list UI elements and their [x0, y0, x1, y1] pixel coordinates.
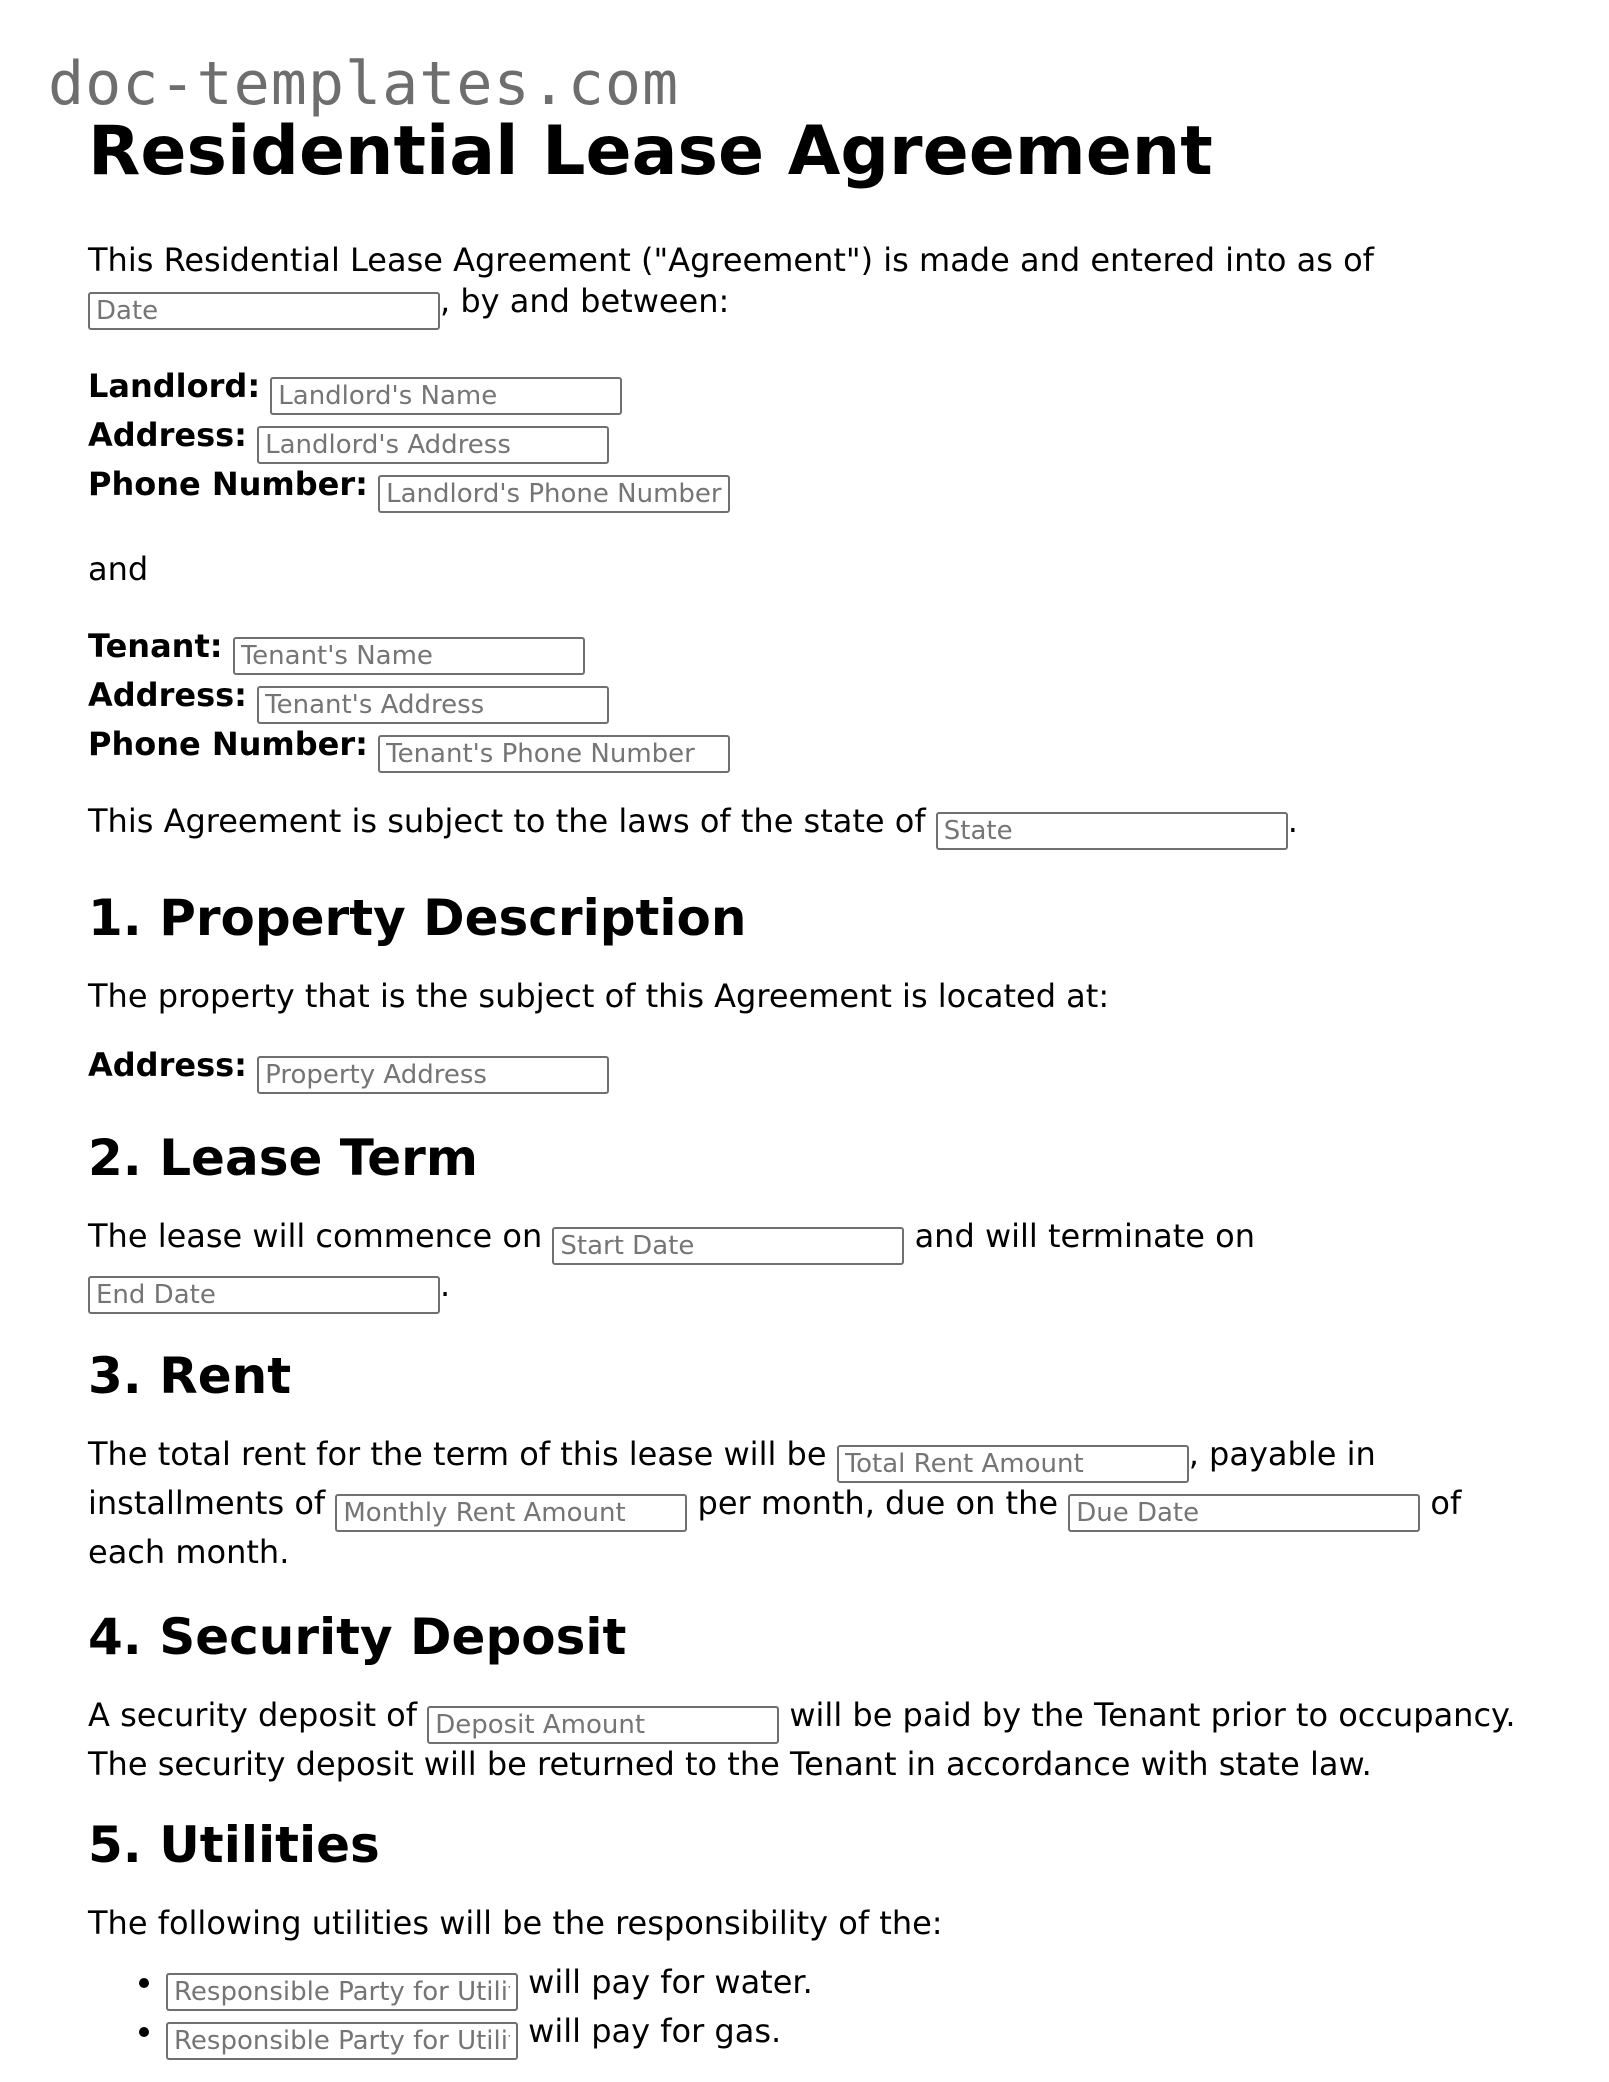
- landlord-address-field[interactable]: [257, 426, 609, 464]
- landlord-name-label: Landlord:: [88, 367, 261, 405]
- section-heading-rent: 3. Rent: [88, 1347, 292, 1405]
- deposit-text: A security deposit of: [88, 1696, 418, 1734]
- utility-text-water: will pay for water.: [528, 1963, 813, 2001]
- tenant-address-field[interactable]: [257, 686, 609, 724]
- landlord-name-row: [88, 366, 1528, 415]
- landlord-phone-field[interactable]: [378, 475, 730, 513]
- tenant-phone-label: Phone Number:: [88, 725, 368, 763]
- due-date-field[interactable]: [1068, 1494, 1420, 1532]
- and-text: and: [88, 550, 149, 588]
- section-heading-security-deposit: 4. Security Deposit: [88, 1608, 627, 1666]
- utilities-list: [88, 1962, 1528, 2060]
- tenant-phone-row: [88, 724, 1528, 773]
- start-date-field[interactable]: [552, 1227, 904, 1265]
- end-date-field[interactable]: [88, 1276, 440, 1314]
- deposit-text-after: will be paid by the Tenant prior to occupancy. The security deposit will be returned to the Tenant in accordance with state law.: [88, 1696, 1516, 1783]
- property-address-row: [88, 1045, 1528, 1094]
- section-heading-property: 1. Property Description: [88, 889, 747, 947]
- tenant-block: [88, 626, 1528, 773]
- intro-paragraph: [88, 240, 1528, 330]
- tenant-name-row: [88, 626, 1528, 675]
- watermark: doc-templates.com: [48, 49, 680, 119]
- intro-text: This Residential Lease Agreement ("Agreement") is made and entered into as of: [88, 241, 1374, 279]
- lease-term-text: The lease will commence on: [88, 1217, 543, 1255]
- rent-text: The total rent for the term of this lease will be: [88, 1435, 827, 1473]
- landlord-phone-label: Phone Number:: [88, 465, 368, 503]
- rent-text-2: , payable in installments of: [88, 1435, 1376, 1522]
- list-item: [166, 1962, 1528, 2011]
- governing-law-text: This Agreement is subject to the laws of the state of: [88, 802, 926, 840]
- deposit-paragraph: [88, 1695, 1538, 1785]
- landlord-address-row: [88, 415, 1528, 464]
- lease-term-paragraph: [88, 1216, 1348, 1314]
- lease-term-text-middle: and will terminate on: [914, 1217, 1255, 1255]
- rent-text-after: of each month.: [88, 1484, 1462, 1571]
- agreement-date-field[interactable]: [88, 292, 440, 330]
- list-item: [166, 2011, 1528, 2060]
- total-rent-field[interactable]: [837, 1445, 1189, 1483]
- utility-party-field-gas[interactable]: [166, 2022, 518, 2060]
- landlord-phone-row: [88, 464, 1528, 513]
- deposit-amount-field[interactable]: [427, 1706, 779, 1744]
- intro-text-after: , by and between:: [440, 282, 730, 320]
- governing-law-text-after: .: [1287, 802, 1298, 840]
- lease-term-text-after: .: [440, 1266, 451, 1304]
- property-address-label: Address:: [88, 1046, 247, 1084]
- state-field[interactable]: [936, 812, 1288, 850]
- utility-party-field-water[interactable]: [166, 1973, 518, 2011]
- rent-paragraph: [88, 1434, 1488, 1573]
- tenant-name-field[interactable]: [233, 637, 585, 675]
- section-heading-lease-term: 2. Lease Term: [88, 1129, 478, 1187]
- document-title: Residential Lease Agreement: [88, 112, 1213, 191]
- section-heading-utilities: 5. Utilities: [88, 1816, 380, 1874]
- property-text: The property that is the subject of this Agreement is located at:: [88, 977, 1110, 1015]
- landlord-name-field[interactable]: [270, 377, 622, 415]
- landlord-address-label: Address:: [88, 416, 247, 454]
- tenant-name-label: Tenant:: [88, 627, 223, 665]
- utilities-text: The following utilities will be the responsibility of the:: [88, 1904, 943, 1942]
- governing-law-paragraph: [88, 801, 1528, 850]
- tenant-address-row: [88, 675, 1528, 724]
- utility-text-gas: will pay for gas.: [528, 2012, 782, 2050]
- monthly-rent-field[interactable]: [335, 1494, 687, 1532]
- tenant-address-label: Address:: [88, 676, 247, 714]
- property-address-field[interactable]: [257, 1056, 609, 1094]
- tenant-phone-field[interactable]: [378, 735, 730, 773]
- rent-text-3: per month, due on the: [697, 1484, 1059, 1522]
- landlord-block: [88, 366, 1528, 513]
- lease-document: [88, 112, 1528, 2060]
